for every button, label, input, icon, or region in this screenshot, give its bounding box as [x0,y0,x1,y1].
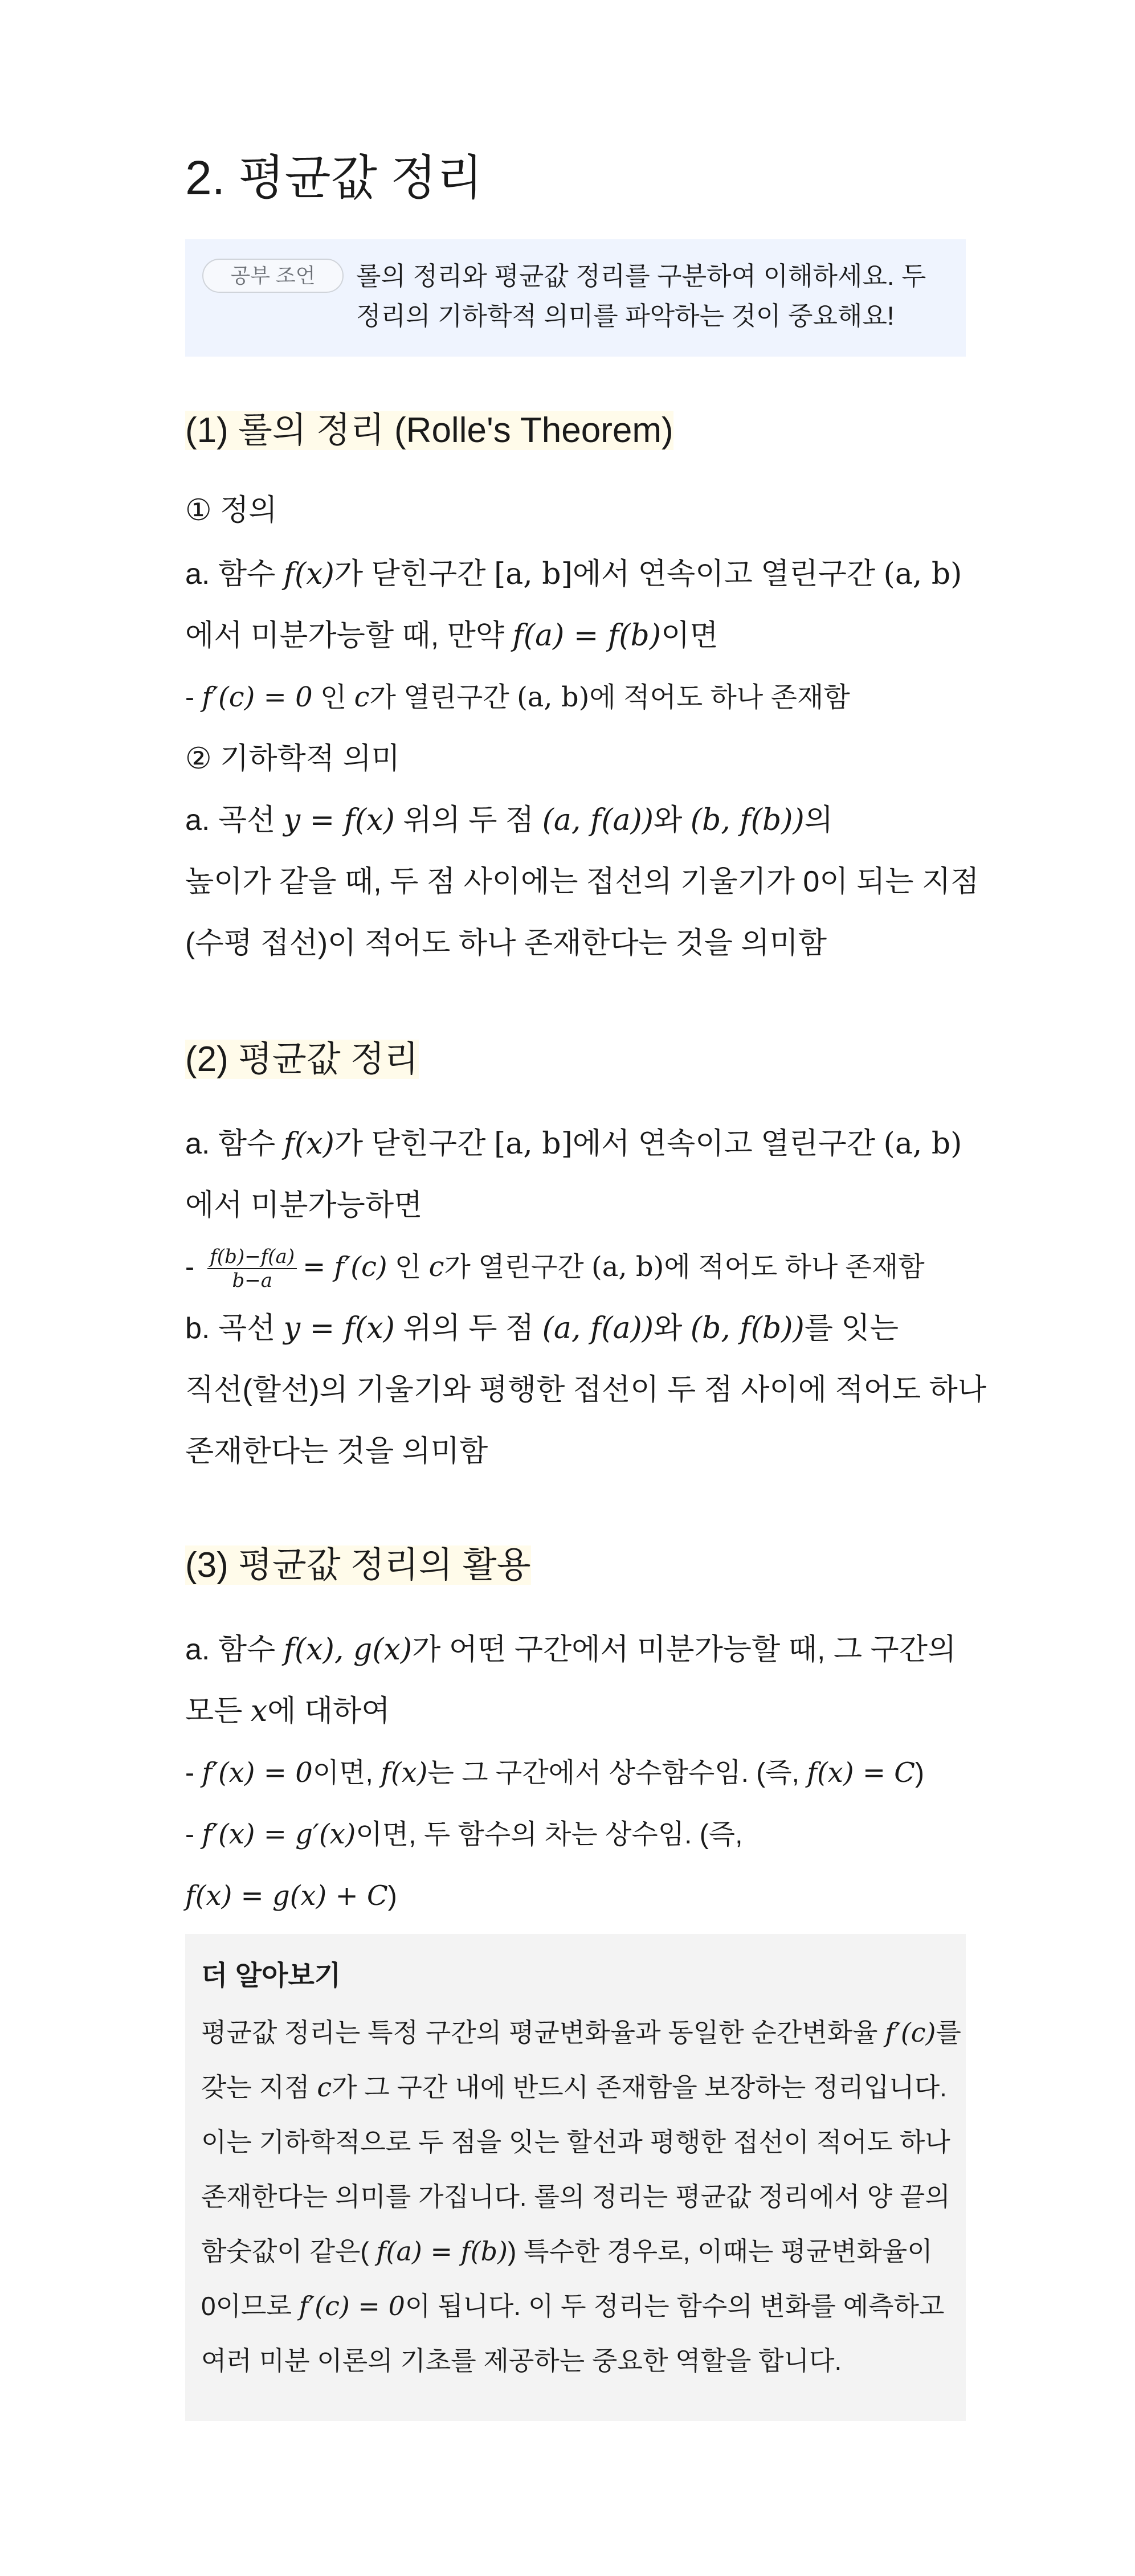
learn-more-box [185,1934,966,2421]
study-tip-badge: 공부 조언 [202,259,344,293]
rolle-conclusion: - f′(c) = 0 인 c가 열린구간 (a, b)에 적어도 하나 존재함 [185,681,850,713]
section-heading-applications: (3) 평균값 정리의 활용 [185,1545,531,1585]
mvt-geometric-line-1: b. 곡선 y = f(x) 위의 두 점 (a, f(a))와 (b, f(b))를 잇는 [185,1311,899,1346]
learn-more-line-5: 함숫값이 같은( f(a) = f(b)) 특수한 경우로, 이때는 평균변화율이 [201,2236,933,2267]
applications-constant-function: - f′(x) = 0이면, f(x)는 그 구간에서 상수함수임. (즉, f(x) = C) [185,1757,925,1789]
learn-more-line-6: 0이므로 f′(c) = 0이 됩니다. 이 두 정리는 함수의 변화를 예측하고 [201,2291,945,2321]
page-title: 2. 평균값 정리 [185,151,483,205]
mvt-definition-line-1: a. 함수 f(x)가 닫힌구간 [a, b]에서 연속이고 열린구간 (a, b) [185,1127,962,1161]
learn-more-line-4: 존재한다는 의미를 가집니다. 롤의 정리는 평균값 정리에서 양 끝의 [201,2182,950,2211]
learn-more-line-7: 여러 미분 이론의 기초를 제공하는 중요한 역할을 합니다. [201,2346,842,2375]
mvt-geometric-line-2: 직선(할선)의 기울기와 평행한 접선이 두 점 사이에 적어도 하나 [185,1373,987,1406]
mvt-conclusion: - $\frac{f(b)-f(a)}{b-a}$ = f′(c) 인 c가 열린구간 (a, b)에 적어도 하나 존재함 [185,1245,925,1293]
rolle-definition-line-2: 에서 미분가능할 때, 만약 f(a) = f(b)이면 [185,619,718,653]
rolle-geometric-line-1: a. 곡선 y = f(x) 위의 두 점 (a, f(a))와 (b, f(b))의 [185,803,834,837]
rolle-definition-line-1: a. 함수 f(x)가 닫힌구간 [a, b]에서 연속이고 열린구간 (a, b) [185,557,962,591]
study-tip-text: 롤의 정리와 평균값 정리를 구분하여 이해하세요. 두 정리의 기하학적 의미를 파악하는 것이 중요해요! [356,261,926,330]
mvt-geometric-line-3: 존재한다는 것을 의미함 [185,1435,488,1468]
applications-line-2: 모든 x에 대하여 [185,1694,390,1728]
rolle-geometric-line-3: (수평 접선)이 적어도 하나 존재한다는 것을 의미함 [185,927,827,960]
mvt-fraction: $\frac{f(b)-f(a)}{b-a}$ [207,1245,297,1292]
learn-more-line-3: 이는 기하학적으로 두 점을 잇는 할선과 평행한 접선이 적어도 하나 [201,2127,950,2157]
learn-more-line-1: 평균값 정리는 특정 구간의 평균변화율과 동일한 순간변화율 f′(c)를 [201,2017,961,2048]
rolle-geometric-line-2: 높이가 같을 때, 두 점 사이에는 접선의 기울기가 0이 되는 지점 [185,865,979,898]
applications-line-1: a. 함수 f(x), g(x)가 어떤 구간에서 미분가능할 때, 그 구간의 [185,1633,957,1667]
geometric-meaning-label: ② 기하학적 의미 [185,742,400,775]
learn-more-line-2: 갖는 지점 c가 그 구간 내에 반드시 존재함을 보장하는 정리입니다. [201,2072,947,2103]
section-heading-mvt: (2) 평균값 정리 [185,1040,419,1079]
mvt-definition-line-2: 에서 미분가능하면 [185,1189,423,1222]
study-tip-box [185,239,966,357]
definition-label: ① 정의 [185,494,277,527]
applications-equal-derivatives-line-2: f(x) = g(x) + C) [185,1880,397,1912]
learn-more-title: 더 알아보기 [201,1961,341,1991]
section-heading-rolle: (1) 롤의 정리 (Rolle's Theorem) [185,411,673,450]
applications-equal-derivatives-line-1: - f′(x) = g′(x)이면, 두 함수의 차는 상수임. (즉, [185,1818,743,1850]
